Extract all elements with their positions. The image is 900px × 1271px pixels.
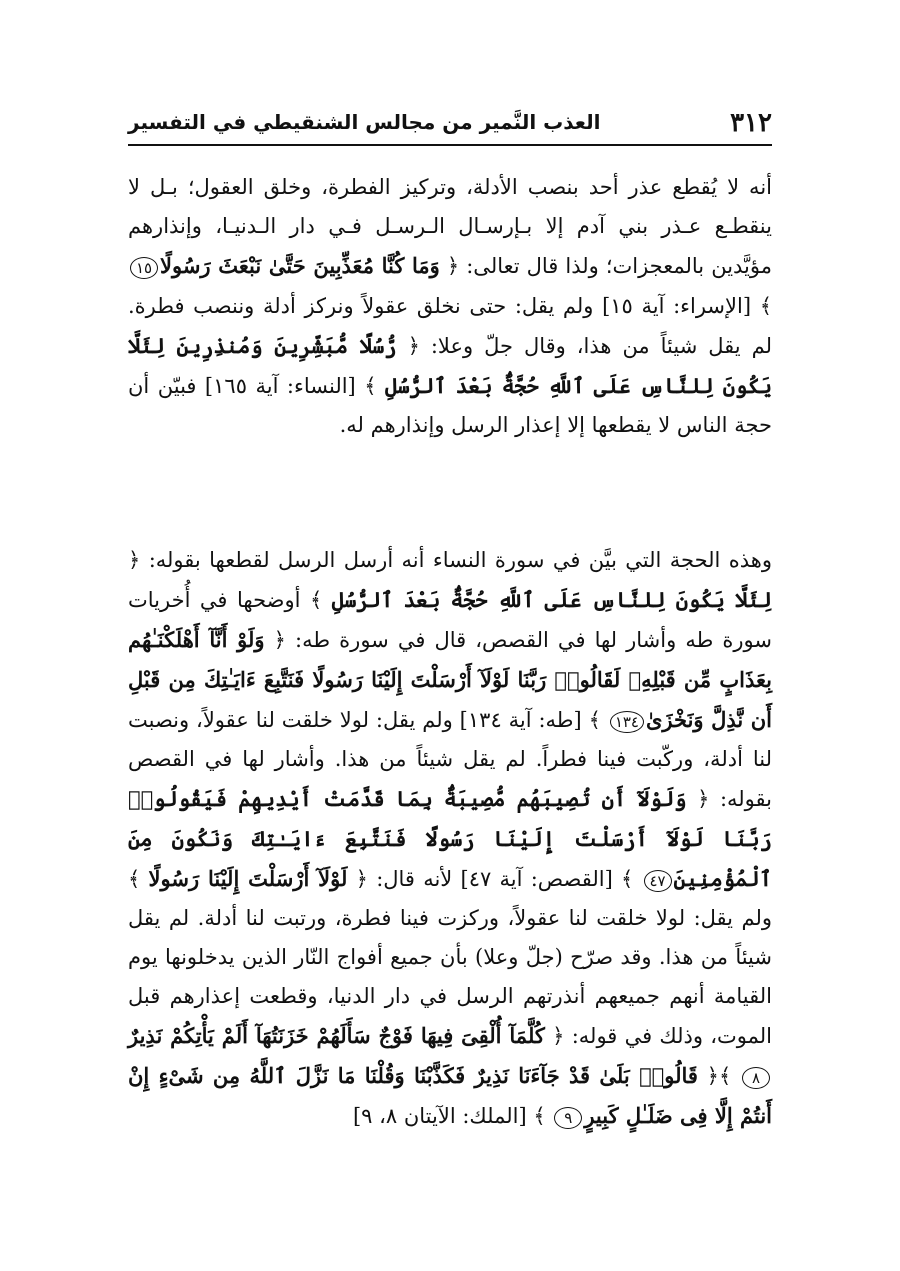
verse-text: لَوْلَآ أَرْسَلْتَ إِلَيْنَا رَسُولًا [148, 866, 348, 891]
verse-open-bracket: ﴿ [128, 548, 141, 572]
page-header [128, 100, 772, 146]
verse-open-bracket: ﴿ [439, 254, 460, 278]
verse-close-bracket: ﴾ [718, 1064, 740, 1088]
verse-text: لِئَلَّا يَكُونَ لِلنَّاسِ عَلَى ٱللَّهِ حُجَّةٌۢ بَعْدَ ٱلرُّسُلِ [331, 587, 772, 612]
verse-text: وَلَوْ أَنَّآ أَهْلَكْنَـٰهُم بِعَذَابٍ مِّن قَبْلِهِۦ لَقَالُوا۟ رَبَّنَا لَوْلَآ أَرْسَلْتَ إِلَيْنَا رَسُولًا فَنَتَّبِعَ ءَايَـٰتِكَ مِن قَبْلِ أَن نَّذِلَّ وَنَخْزَىٰ [128, 627, 772, 732]
verse-open-bracket: ﴿ [396, 334, 420, 358]
verse-text: كُلَّمَآ أُلْقِىَ فِيهَا فَوْجٌ سَأَلَهُمْ خَزَنَتُهَآ أَلَمْ يَأْتِكُمْ نَذِيرٌ [128, 1023, 545, 1048]
text-run: [الملك: الآيتان ٨، ٩] [352, 1104, 534, 1128]
quran-verse [128, 866, 368, 891]
ayah-number-marker: ٨ [742, 1067, 770, 1089]
verse-text: قَالُوا۟ بَلَىٰ قَدْ جَآءَنَا نَذِيرٌ فَكَذَّبْنَا وَقُلْنَا مَا نَزَّلَ ٱللَّهُ مِن شَىْءٍ إِنْ أَنتُمْ إِلَّا فِى ضَلَـٰلٍ كَبِيرٍ [128, 1063, 772, 1128]
verse-close-bracket: ﴾ [533, 1104, 553, 1128]
verse-open-bracket: ﴿ [697, 1064, 719, 1088]
verse-close-bracket: ﴾ [621, 867, 642, 891]
ayah-number-marker: ٩ [554, 1107, 582, 1129]
text-run: [القصص: آية ٤٧] لأنه قال: [367, 867, 621, 891]
verse-text: وَمَا كُنَّا مُعَذِّبِينَ حَتَّىٰ نَبْعَثَ رَسُولًا [160, 253, 440, 278]
verse-close-bracket: ﴾ [588, 708, 608, 732]
text-run: [النساء: آية ١٦٥] فبيّن أن حجة الناس لا يقطعها إلا إعذار الرسل وإنذارهم له. [128, 374, 772, 437]
verse-text: وَلَوْلَآ أَن تُصِيبَهُم مُّصِيبَةٌۢ بِمَا قَدَّمَتْ أَيْدِيهِمْ فَيَقُولُوا۟ رَبَّنَا لَوْلَآ أَرْسَلْتَ إِلَيْنَا رَسُولًا فَنَتَّبِعَ ءَايَـٰتِكَ وَنَكُونَ مِنَ ٱلْمُؤْمِنِينَ [128, 786, 772, 891]
paragraph-2 [128, 540, 772, 1136]
text-run: ولم يقل: لولا خلقت لنا عقولاً، وركزت فينا فطرة، ورتبت لنا أدلة. لم يقل شيئاً من هذا. وقد صرّح (جلّ وعلا) بأن جميع أفواج النّار الذين يدخلونها يوم القيامة أنهم جميعهم أنذرتهم الرسل في دار الدنيا، وقطعت إعذارهم قبل الموت، وذلك في قوله: [128, 906, 772, 1048]
verse-open-bracket: ﴿ [264, 628, 286, 652]
ayah-number-marker: ٤٧ [644, 870, 672, 892]
ayah-number-marker: ١٥ [130, 257, 158, 279]
ayah-number-marker: ١٣٤ [610, 711, 644, 733]
page-number: ٣١٢ [730, 108, 772, 138]
verse-open-bracket: ﴿ [544, 1024, 565, 1048]
text-run: وهذه الحجة التي بيَّن في سورة النساء أنه أرسل الرسل لقطعها بقوله: [140, 548, 772, 572]
text-run: أنه لا يُقطع عذر أحد بنصب الأدلة، وتركيز الفطرة، وخلق العقول؛ بـل لا ينقطـع عـذر بني آدم إلا بـإرسـال الـرسـل فـي دار الـدنيـا، وإنذارهم مؤيَّدين بالمعجزات؛ ولذا قال تعالى: [128, 175, 772, 278]
verse-close-bracket: ﴾ [759, 294, 772, 318]
text-run: أوضحها في أُخريات سورة طه وأشار لها في القصص، قال في سورة طه: [128, 588, 772, 652]
verse-open-bracket: ﴿ [686, 787, 710, 811]
verse-text: رُّسُلًا مُّبَشِّرِينَ وَمُنذِرِينَ لِئَلَّا يَكُونَ لِلنَّاسِ عَلَى ٱللَّهِ حُجَّةٌۢ بَعْدَ ٱلرُّسُلِ [128, 333, 773, 398]
text-run: [طه: آية ١٣٤] ولم يقل: لولا خلقت لنا عقولاً، ونصبت لنا أدلة، وركّبت فينا فطراً. لم يقل شيئاً من هذا. وأشار لها في القصص بقوله: [128, 708, 772, 811]
text-run: [الإسراء: آية ١٥] ولم يقل: حتى نخلق عقولاً ونركز أدلة وننصب فطرة. لم يقل شيئاً من هذا، وقال جلّ وعلا: [128, 294, 772, 358]
running-title: العذب النَّمير من مجالس الشنقيطي في التفسير [128, 110, 601, 134]
verse-close-bracket: ﴾ [364, 374, 386, 398]
verse-open-bracket: ﴿ [347, 867, 368, 891]
verse-close-bracket: ﴾ [309, 588, 332, 612]
verse-close-bracket: ﴾ [128, 867, 149, 891]
paragraph-1 [128, 168, 772, 445]
